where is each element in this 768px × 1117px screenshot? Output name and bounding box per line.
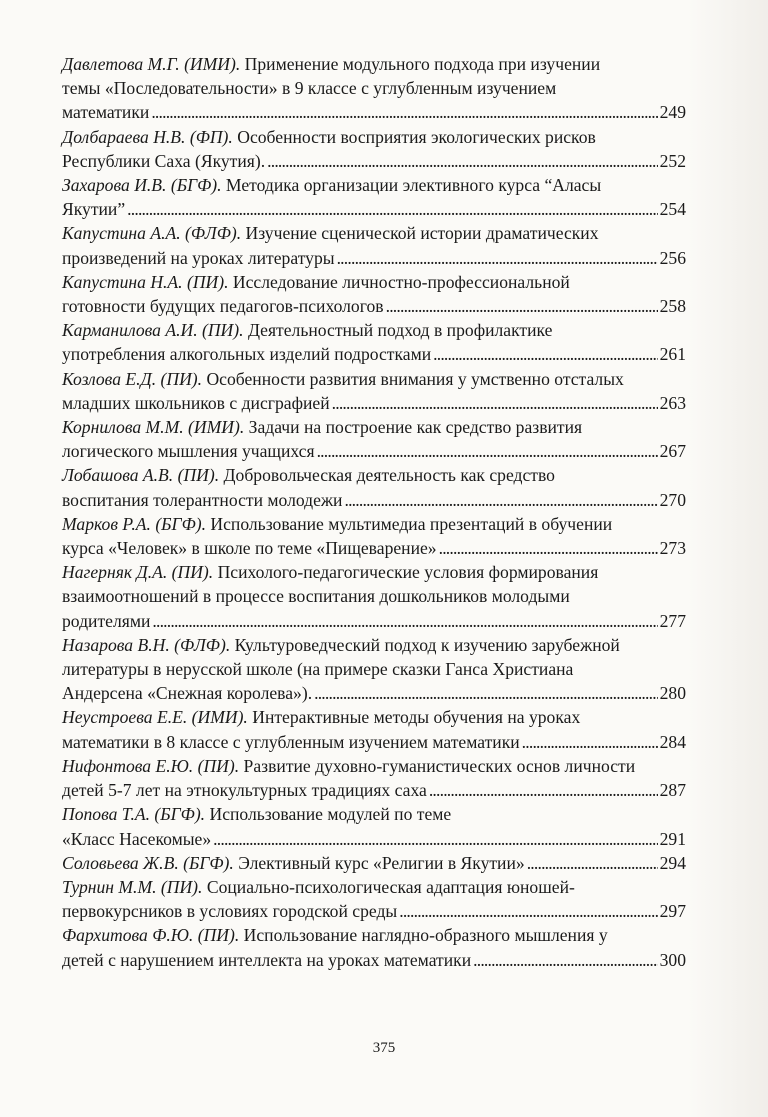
toc-entry [62, 923, 686, 971]
toc-entry [62, 875, 686, 923]
toc-entry [62, 851, 686, 875]
entry-page-number: 284 [659, 731, 686, 752]
entry-page-number: 287 [659, 780, 686, 801]
entry-title-end: «Класс Насекомые» [62, 828, 212, 849]
entry-title-end: младших школьников с дисграфией [62, 392, 330, 413]
entry-title-line: Изучение сценической истории драматических [245, 223, 599, 244]
entry-title-end: курса «Человек» в школе по теме «Пищеварение» [62, 538, 437, 559]
entry-title-line: Психолого-педагогические условия формирования [217, 562, 599, 583]
entry-title-line: Особенности восприятия экологических рисков [237, 126, 596, 147]
entry-title-end: готовности будущих педагогов-психологов [62, 296, 384, 317]
dot-leader [344, 488, 657, 512]
entry-page-number: 256 [659, 247, 686, 268]
entry-title-line: литературы в нерусской школе (на примере сказки Ганса Христиана [62, 659, 574, 680]
toc-entry [62, 125, 686, 173]
dot-leader [429, 778, 658, 802]
entry-author: Давлетова М.Г. (ИМИ). [62, 54, 241, 74]
entry-author: Соловьева Ж.В. (БГФ). [62, 852, 234, 873]
entry-author: Марков Р.А. (БГФ). [62, 513, 206, 534]
toc-entry [62, 367, 686, 415]
entry-page-number: 252 [659, 150, 686, 171]
entry-page-number: 258 [659, 296, 686, 317]
dot-leader [399, 899, 657, 923]
entry-title-line: Задачи на построение как средство развития [248, 417, 583, 438]
toc-entry [62, 705, 686, 753]
entry-title-end: детей с нарушением интеллекта на уроках математики [62, 949, 472, 970]
entry-author: Капустина Н.А. (ПИ). [62, 271, 229, 292]
entry-title-end: первокурсников в условиях городской среды [62, 901, 398, 922]
dot-leader [151, 100, 657, 124]
entry-title-line: взаимоотношений в процессе воспитания дошкольников молодыми [62, 586, 570, 607]
toc-entry [62, 415, 686, 463]
entry-author: Фархитова Ф.Ю. (ПИ). [62, 925, 240, 946]
dot-leader [314, 681, 658, 705]
toc-entry [62, 560, 686, 633]
entry-page-number: 270 [659, 489, 686, 510]
entry-author: Назарова В.Н. (ФЛФ). [62, 634, 231, 655]
entry-title-line: Культуроведческий подход к изучению зарубежной [234, 634, 620, 655]
entry-title-line: Добровольческая деятельность как средство [223, 465, 555, 486]
toc-entry [62, 512, 686, 560]
entry-title-end: Республики Саха (Якутия). [62, 150, 266, 171]
entry-author: Капустина А.А. (ФЛФ). [62, 223, 242, 244]
entry-page-number: 249 [659, 102, 686, 123]
entry-title-line: Социально-психологическая адаптация юношей- [206, 876, 575, 897]
entry-title-end: логического мышления учащихся [62, 441, 315, 462]
entry-title-end: математики [62, 102, 150, 123]
entry-author: Попова Т.А. (БГФ). [62, 804, 206, 825]
entry-title-end: Элективный курс «Религии в Якутии» [238, 852, 525, 873]
entry-title-line: Интерактивные методы обучения на уроках [252, 707, 581, 728]
entry-title-line: Использование мультимедиа презентаций в обучении [210, 513, 613, 534]
dot-leader [317, 439, 658, 463]
toc-entry [62, 173, 686, 221]
entry-author: Нифонтова Е.Ю. (ПИ). [62, 755, 240, 776]
entry-page-number: 273 [659, 538, 686, 559]
entry-title-line: темы «Последовательности» в 9 классе с углубленным изучением [62, 78, 557, 99]
toc-entry [62, 270, 686, 318]
toc-entry [62, 463, 686, 511]
dot-leader [337, 246, 658, 270]
entry-author: Долбараева Н.В. (ФП). [62, 126, 233, 147]
dot-leader [127, 197, 657, 221]
entry-title-line: Использование наглядно-образного мышления у [243, 925, 608, 946]
toc-entry [62, 633, 686, 706]
entry-page-number: 280 [659, 683, 686, 704]
entry-title-line: Применение модульного подхода при изучении [244, 54, 601, 74]
toc-entry [62, 52, 686, 125]
dot-leader [386, 294, 658, 318]
entry-title-end: Андерсена «Снежная королева»). [62, 683, 313, 704]
entry-title-end: детей 5-7 лет на этнокультурных традициях саха [62, 780, 427, 801]
page-number: 375 [372, 1040, 396, 1056]
entry-page-number: 291 [659, 828, 686, 849]
dot-leader [527, 851, 658, 875]
entry-author: Козлова Е.Д. (ПИ). [62, 368, 203, 389]
dot-leader [433, 342, 657, 366]
entry-title-end: Якутии” [62, 199, 126, 220]
entry-title-end: произведений на уроках литературы [62, 247, 335, 268]
entry-page-number: 277 [659, 610, 686, 631]
entry-author: Лобашова А.В. (ПИ). [62, 465, 220, 486]
entry-author: Турнин М.М. (ПИ). [62, 876, 203, 897]
entry-author: Карманилова А.И. (ПИ). [62, 320, 244, 341]
entry-page-number: 254 [659, 199, 686, 220]
entry-title-end: употребления алкогольных изделий подростками [62, 344, 432, 365]
toc-entry [62, 318, 686, 366]
entry-title-line: Развитие духовно-гуманистических основ личности [243, 755, 636, 776]
entry-page-number: 261 [659, 344, 686, 365]
dot-leader [152, 609, 657, 633]
entry-title-end: математики в 8 классе с углубленным изучением математики [62, 731, 520, 752]
toc-entry [62, 802, 686, 850]
dot-leader [213, 827, 657, 851]
entry-author: Корнилова М.М. (ИМИ). [62, 417, 245, 438]
entry-page-number: 294 [659, 852, 686, 873]
entry-author: Неустроева Е.Е. (ИМИ). [62, 707, 248, 728]
entry-author: Захарова И.В. (БГФ). [62, 175, 222, 196]
entry-page-number: 263 [659, 392, 686, 413]
toc-entry [62, 221, 686, 269]
entry-page-number: 297 [659, 901, 686, 922]
dot-leader [439, 536, 658, 560]
entry-title-end: родителями [62, 610, 151, 631]
dot-leader [473, 948, 657, 972]
entry-title-line: Исследование личностно-профессиональной [232, 271, 570, 292]
entry-title-line: Особенности развития внимания у умственно отсталых [206, 368, 624, 389]
entry-title-end: воспитания толерантности молодежи [62, 489, 343, 510]
page-edge-shadow [688, 0, 768, 1117]
entry-author: Нагерняк Д.А. (ПИ). [62, 562, 214, 583]
entry-page-number: 267 [659, 441, 686, 462]
table-of-contents [62, 52, 686, 972]
dot-leader [267, 149, 657, 173]
entry-title-line: Методика организации элективного курса “Аласы [225, 175, 602, 196]
entry-page-number: 300 [659, 949, 686, 970]
dot-leader [332, 391, 658, 415]
entry-title-line: Использование модулей по теме [209, 804, 452, 825]
toc-entry [62, 754, 686, 802]
dot-leader [522, 730, 658, 754]
entry-title-line: Деятельностный подход в профилактике [247, 320, 553, 341]
